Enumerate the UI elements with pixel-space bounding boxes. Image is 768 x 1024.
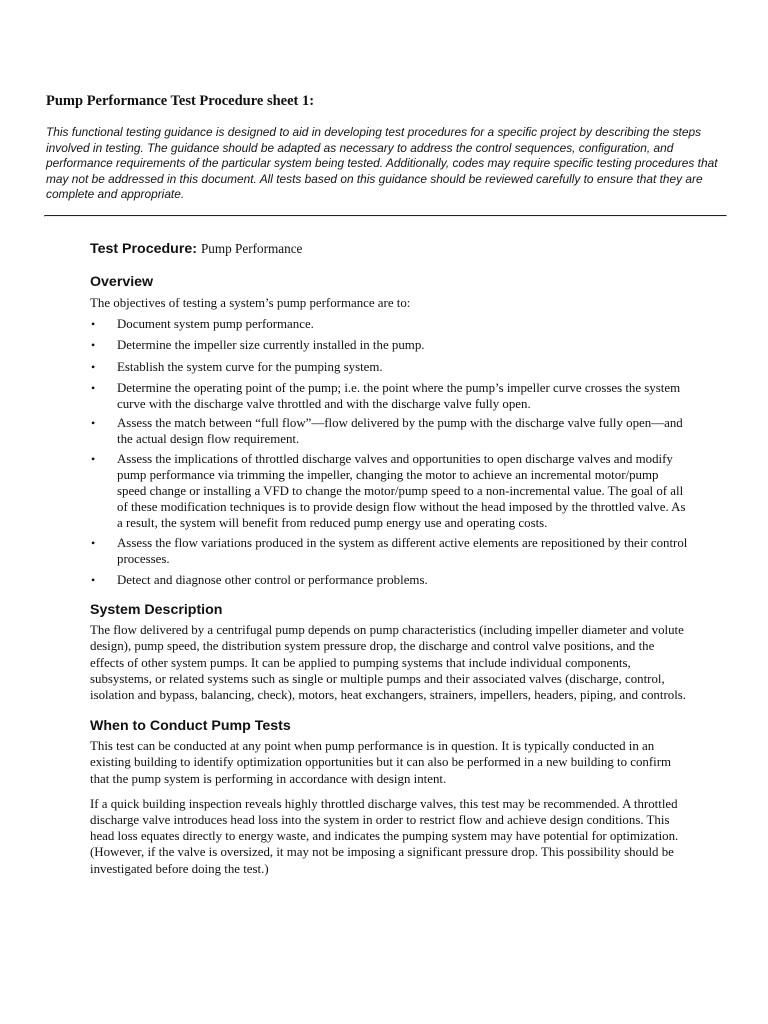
- test-procedure-value: Pump Performance: [200, 241, 303, 256]
- list-item-text: Assess the match between “full flow”—flow delivered by the pump with the discharge valve fully open—and the actual design flow requirement.: [117, 416, 683, 447]
- when-to-conduct-paragraph-2: If a quick building inspection reveals highly throttled discharge valves, this test may be recommended. A throttled discharge valve introduces head loss into the system in order to restrict flow and achieve design conditions. This head loss equates directly to energy waste, and indicates the pumping system may have potential for optimization. (However, if the valve is oversized, it may not be imposing a significant pressure drop. This possibility should be investigated before doing the test.): [90, 796, 679, 876]
- list-item: [90, 535, 690, 567]
- list-item: [90, 337, 690, 353]
- list-item-text: Assess the flow variations produced in the system as different active elements are repositioned by their control processes.: [117, 535, 688, 566]
- intro-paragraph: This functional testing guidance is designed to aid in developing test procedures for a specific project by describing the steps involved in testing. The guidance should be adapted as necessary to address the control sequences, configuration, and performance requirements of the particular system being tested. Additionally, codes may require specific testing procedures that may not be addressed in this document. All tests based on this guidance should be reviewed carefully to ensure that they are complete and appropriate.: [46, 125, 718, 202]
- system-description-heading: System Description: [90, 602, 223, 619]
- list-item-text: Assess the implications of throttled discharge valves and opportunities to open discharge valves and modify pump performance via trimming the impeller, changing the motor to achieve an incremental motor/pump speed change or installing a VFD to change the motor/pump speed to a non-incremental value. The goal of all of these modification techniques is to provide design flow without the head imposed by the throttled valve. As a result, the system will benefit from reduced pump energy use and operating costs.: [117, 451, 686, 531]
- objectives-list: [90, 316, 690, 588]
- bullet-icon: •: [91, 380, 96, 395]
- system-description-paragraph: The flow delivered by a centrifugal pump depends on pump characteristics (including impeller diameter and volute design), pump speed, the distribution system pressure drop, the discharge and control valve positions, and the effects of other system pumps. It can be applied to pumping systems that include individual components, subsystems, or related systems such as single or multiple pumps and their associated valves (discharge, control, isolation and bypass, balancing, check), motors, heat exchangers, strainers, impellers, headers, piping, and controls.: [90, 623, 687, 703]
- procedure-content: [90, 240, 690, 877]
- list-item: [90, 316, 690, 332]
- test-procedure-label: Test Procedure:: [90, 241, 197, 257]
- list-item-text: Document system pump performance.: [117, 317, 314, 332]
- list-item-text: Determine the impeller size currently installed in the pump.: [117, 338, 425, 353]
- bullet-icon: •: [91, 338, 96, 353]
- when-to-conduct-heading: When to Conduct Pump Tests: [90, 718, 291, 735]
- overview-heading: Overview: [90, 274, 154, 290]
- sheet-title: Pump Performance Test Procedure sheet 1:: [46, 93, 315, 109]
- bullet-icon: •: [91, 359, 96, 374]
- list-item: [90, 359, 690, 375]
- list-item-text: Establish the system curve for the pumping system.: [117, 359, 383, 374]
- bullet-icon: •: [91, 416, 96, 431]
- list-item: [90, 451, 690, 532]
- list-item: [90, 415, 690, 447]
- list-item-text: Detect and diagnose other control or performance problems.: [117, 573, 428, 588]
- list-item: [90, 572, 690, 588]
- divider: [44, 215, 727, 217]
- bullet-icon: •: [91, 451, 96, 466]
- bullet-icon: •: [91, 573, 96, 588]
- list-item-text: Determine the operating point of the pump; i.e. the point where the pump’s impeller curve crosses the system curve with the discharge valve throttled and with the discharge valve fully open.: [117, 380, 681, 412]
- list-item: [90, 380, 690, 412]
- test-procedure-line: [90, 240, 690, 262]
- bullet-icon: •: [91, 317, 96, 332]
- when-to-conduct-paragraph-1: This test can be conducted at any point when pump performance is in question. It is typically conducted in an existing building to identify optimization opportunities but it can also be performed in a new building to confirm that the pump system is performing in accordance with design intent.: [90, 739, 672, 786]
- bullet-icon: •: [91, 535, 96, 550]
- overview-lead: The objectives of testing a system’s pump performance are to:: [90, 296, 411, 310]
